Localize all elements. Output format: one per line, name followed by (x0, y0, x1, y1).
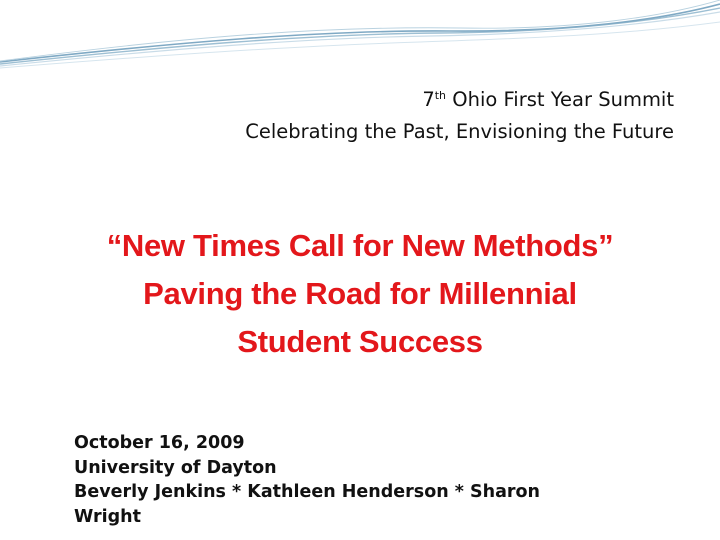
summit-ordinal-suffix: th (434, 89, 447, 102)
summit-tagline: Celebrating the Past, Envisioning the Future (245, 120, 674, 143)
wave-line-1 (0, 12, 720, 66)
summit-name: Ohio First Year Summit (452, 88, 674, 111)
presentation-date: October 16, 2009 (74, 433, 245, 453)
summit-header (245, 84, 674, 148)
title-line-3: Student Success (237, 324, 483, 359)
title-line-2: Paving the Road for Millennial (143, 276, 577, 311)
presenters-line-1: Beverly Jenkins * Kathleen Henderson * Sharon (74, 482, 540, 502)
presentation-venue: University of Dayton (74, 457, 277, 478)
title-line-1: “New Times Call for New Methods” (106, 228, 614, 263)
presentation-info (74, 431, 540, 529)
presentation-title (0, 222, 720, 366)
decorative-wave (0, 0, 720, 80)
summit-number: 7 (422, 88, 435, 111)
wave-line-5 (0, 0, 720, 61)
summit-title (245, 84, 674, 116)
presenters-line-2: Wright (74, 506, 141, 527)
